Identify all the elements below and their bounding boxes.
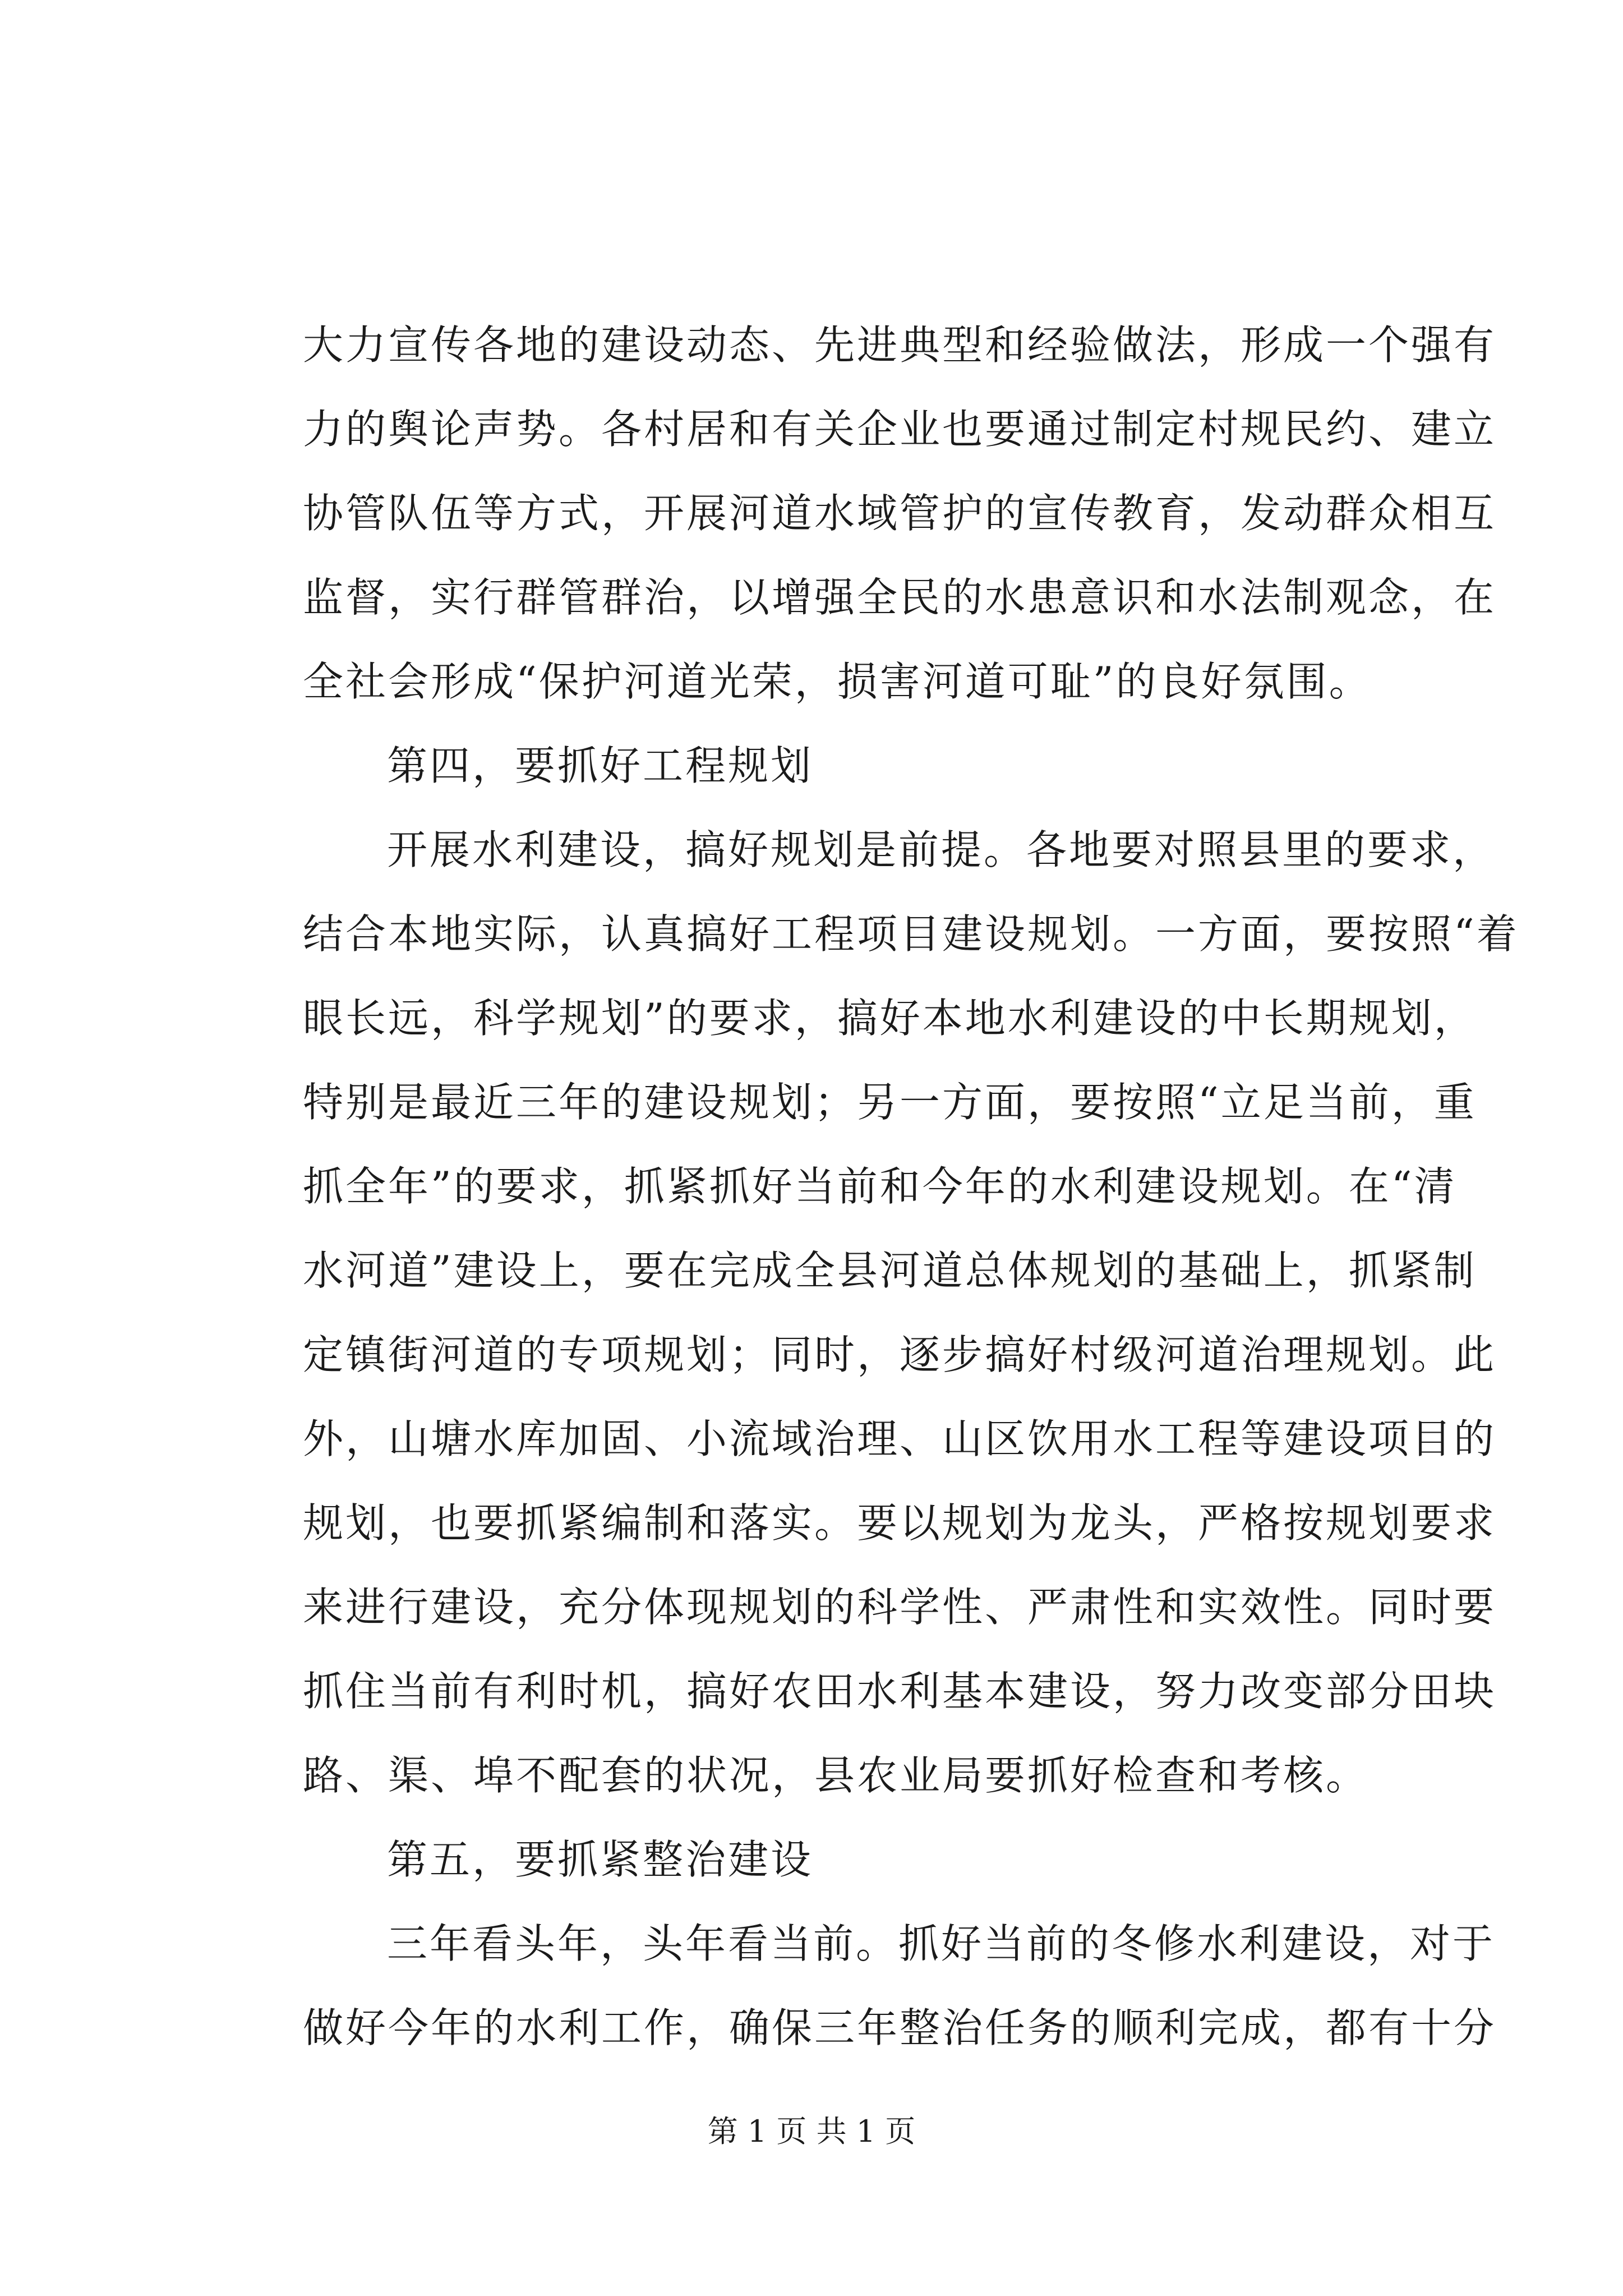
text-line: 大力宣传各地的建设动态、先进典型和经验做法，形成一个强有 [303,321,1497,369]
text-line: 开展水利建设，搞好规划是前提。各地要对照县里的要求， [387,826,1496,873]
text-line: 外，山塘水库加固、小流域治理、山区饮用水工程等建设项目的 [303,1415,1497,1462]
text-line: 监督，实行群管群治，以增强全民的水患意识和水法制观念，在 [303,574,1497,621]
section-heading: 第四，要抓好工程规划 [387,742,814,789]
text-line: 三年看头年，头年看当前。抓好当前的冬修水利建设，对于 [387,1920,1496,1967]
section-heading: 第五，要抓紧整治建设 [387,1836,814,1883]
text-line: 抓住当前有利时机，搞好农田水利基本建设，努力改变部分田块 [303,1668,1497,1715]
text-line: 来进行建设，充分体现规划的科学性、严肃性和实效性。同时要 [303,1584,1497,1631]
text-line: 规划，也要抓紧编制和落实。要以规划为龙头，严格按规划要求 [303,1499,1497,1547]
text-line: 全社会形成“保护河道光荣，损害河道可耻”的良好氛围。 [303,658,1372,705]
text-line: 结合本地实际，认真搞好工程项目建设规划。一方面，要按照“着 [303,910,1519,958]
page-footer: 第 1 页 共 1 页 [707,2114,916,2149]
text-line: 路、渠、埠不配套的状况，县农业局要抓好检查和考核。 [303,1752,1369,1799]
text-line: 定镇街河道的专项规划；同时，逐步搞好村级河道治理规划。此 [303,1331,1497,1378]
text-line: 水河道”建设上，要在完成全县河道总体规划的基础上，抓紧制 [303,1247,1477,1294]
text-line: 抓全年”的要求，抓紧抓好当前和今年的水利建设规划。在“清 [303,1163,1457,1210]
text-line: 力的舆论声势。各村居和有关企业也要通过制定村规民约、建立 [303,406,1497,453]
text-line: 协管队伍等方式，开展河道水域管护的宣传教育，发动群众相互 [303,490,1497,537]
text-line: 眼长远，科学规划”的要求，搞好本地水利建设的中长期规划， [303,995,1477,1042]
text-line: 特别是最近三年的建设规划；另一方面，要按照“立足当前，重 [303,1079,1477,1126]
text-line: 做好今年的水利工作，确保三年整治任务的顺利完成，都有十分 [303,2004,1497,2051]
